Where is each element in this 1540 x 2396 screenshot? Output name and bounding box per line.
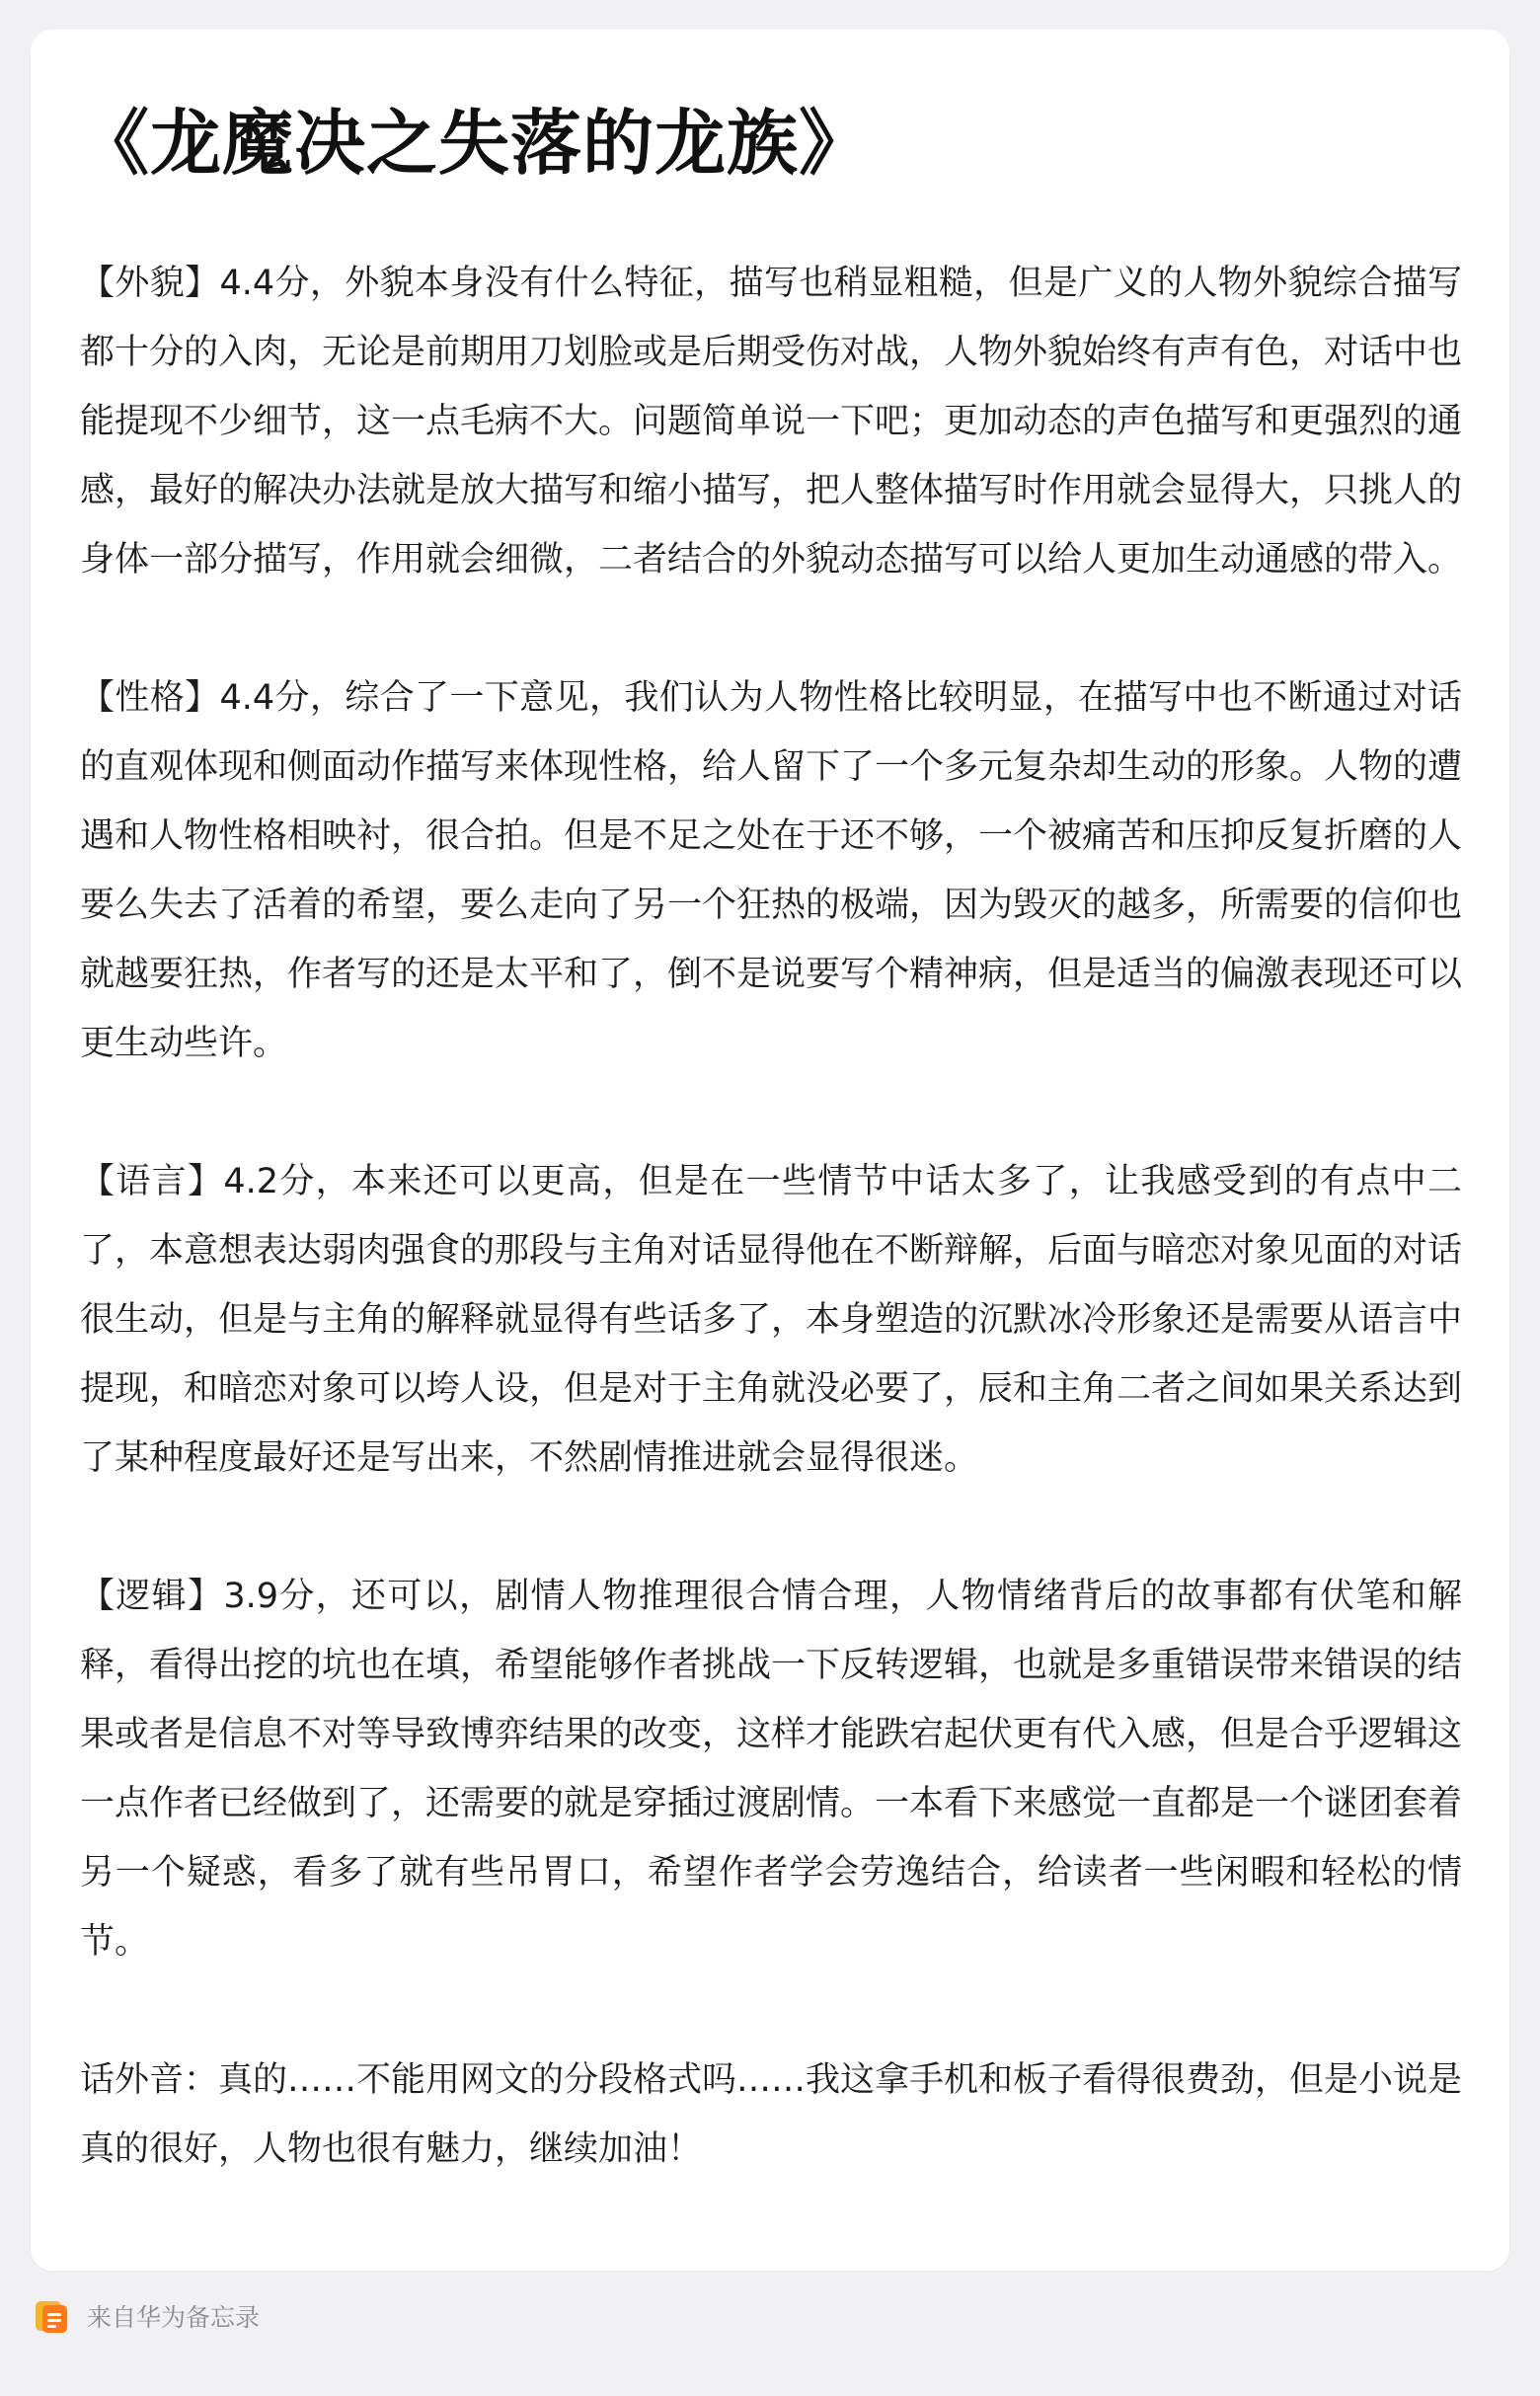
paragraph-afterword: 话外音：真的……不能用网文的分段格式吗……我这拿手机和板子看得很费劲，但是小说是真的很好，人物也很有魅力，继续加油！ — [80, 2060, 1463, 2169]
source-footer — [36, 2296, 260, 2336]
note-title: 《龙魔决之失落的龙族》 — [78, 102, 872, 185]
note-card — [31, 30, 1509, 2271]
paragraph-logic: 【逻辑】3.9分，还可以，剧情人物推理很合情合理，人物情绪背后的故事都有伏笔和解释，看得出挖的坑也在填，希望能够作者挑战一下反转逻辑，也就是多重错误带来错误的结果或者是信息不对等导致博弈结果的改变，这样才能跌宕起伏更有代入感，但是合乎逻辑这一点作者已经做到了，还需要的就是穿插过渡剧情。一本看下来感觉一直都是一个谜团套着另一个疑惑，看多了就有些吊胃口，希望作者学会劳逸结合，给读者一些闲暇和轻松的情节。 — [80, 1577, 1463, 1962]
paragraph-language: 【语言】4.2分，本来还可以更高，但是在一些情节中话太多了，让我感受到的有点中二了，本意想表达弱肉强食的那段与主角对话显得他在不断辩解，后面与暗恋对象见面的对话很生动，但是与主角的解释就显得有些话多了，本身塑造的沉默冰冷形象还是需要从语言中提现，和暗恋对象可以垮人设，但是对于主角就没必要了，辰和主角二者之间如果关系达到了某种程度最好还是写出来，不然剧情推进就会显得很迷。 — [80, 1162, 1463, 1478]
paragraph-appearance: 【外貌】4.4分，外貌本身没有什么特征，描写也稍显粗糙，但是广义的人物外貌综合描写都十分的入肉，无论是前期用刀划脸或是后期受伤对战，人物外貌始终有声有色，对话中也能提现不少细节，这一点毛病不大。问题简单说一下吧；更加动态的声色描写和更强烈的通感，最好的解决办法就是放大描写和缩小描写，把人整体描写时作用就会显得大，只挑人的身体一部分描写，作用就会细微，二者结合的外貌动态描写可以给人更加生动通感的带入。 — [80, 264, 1463, 580]
memo-app-icon — [36, 2299, 67, 2333]
note-body — [80, 249, 1462, 2184]
paragraph-personality: 【性格】4.4分，综合了一下意见，我们认为人物性格比较明显，在描写中也不断通过对话的直观体现和侧面动作描写来体现性格，给人留下了一个多元复杂却生动的形象。人物的遭遇和人物性格相映衬，很合拍。但是不足之处在于还不够，一个被痛苦和压抑反复折磨的人要么失去了活着的希望，要么走向了另一个狂热的极端，因为毁灭的越多，所需要的信仰也就越要狂热，作者写的还是太平和了，倒不是说要写个精神病，但是适当的偏激表现还可以更生动些许。 — [80, 678, 1463, 1063]
source-label: 来自华为备忘录 — [87, 2303, 261, 2332]
